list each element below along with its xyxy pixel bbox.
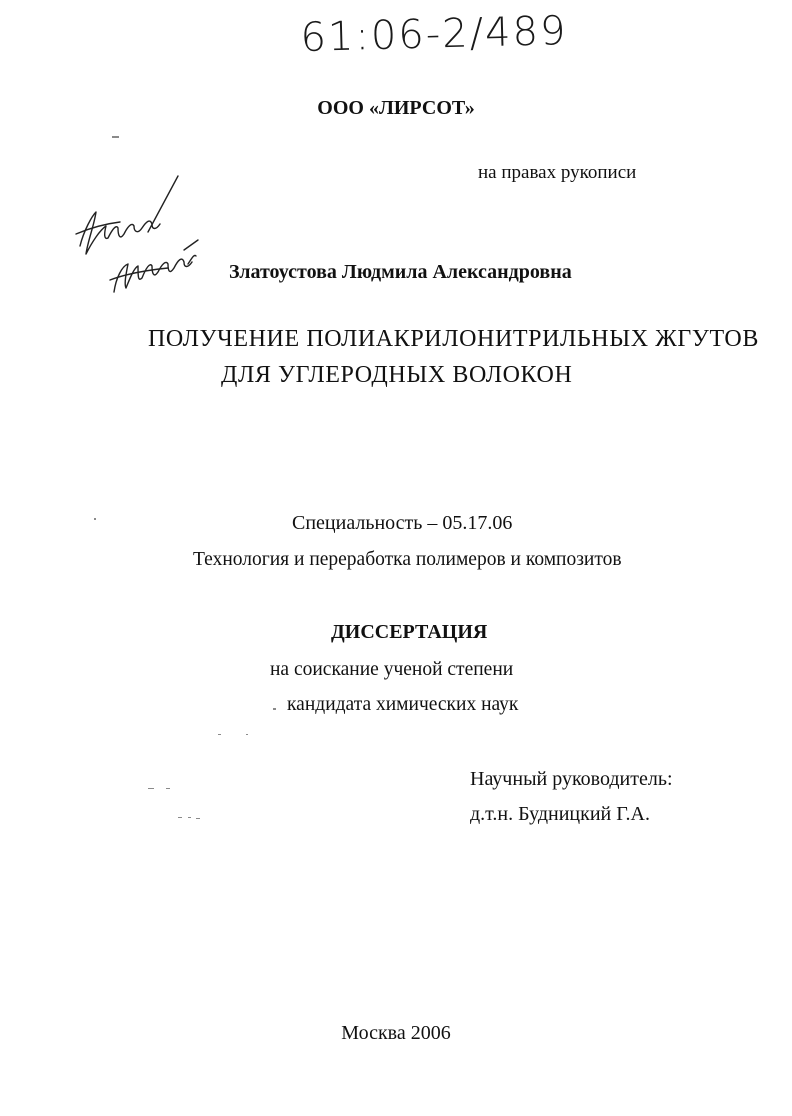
specialty-name: Технология и переработка полимеров и композитов: [193, 549, 622, 570]
organization-name: ООО «ЛИРСОТ»: [317, 97, 475, 119]
specialty-code: Специальность – 05.17.06: [292, 512, 513, 534]
advisor-name: д.т.н. Будницкий Г.А.: [470, 803, 650, 825]
scan-speck: [148, 788, 154, 789]
handwritten-signature-icon: [70, 168, 210, 303]
city-and-year: Москва 2006: [341, 1022, 451, 1044]
handwritten-catalog-number: 61:06-2/489: [299, 8, 569, 61]
author-name: Златоустова Людмила Александровна: [229, 261, 572, 283]
scan-speck: [218, 734, 221, 735]
advisor-label: Научный руководитель:: [470, 768, 673, 790]
thesis-title-line-2: ДЛЯ УГЛЕРОДНЫХ ВОЛОКОН: [221, 362, 573, 388]
signature-stroke-upper: [80, 212, 160, 254]
degree-description-line-1: на соискание ученой степени: [270, 659, 514, 680]
scan-speck: [166, 788, 170, 789]
signature-slash-stroke: [184, 240, 198, 250]
scan-speck: [188, 817, 191, 818]
scan-speck: [196, 818, 200, 819]
thesis-title-line-1: ПОЛУЧЕНИЕ ПОЛИАКРИЛОНИТРИЛЬНЫХ ЖГУТОВ: [148, 326, 759, 352]
scan-speck: [273, 708, 276, 710]
scan-speck: [246, 734, 248, 735]
degree-description-line-2: кандидата химических наук: [287, 694, 519, 715]
scan-speck: [94, 518, 96, 520]
document-type-heading: ДИССЕРТАЦИЯ: [331, 621, 488, 643]
scan-speck: [112, 136, 119, 138]
manuscript-rights-note: на правах рукописи: [478, 162, 637, 183]
scan-speck: [178, 817, 182, 818]
